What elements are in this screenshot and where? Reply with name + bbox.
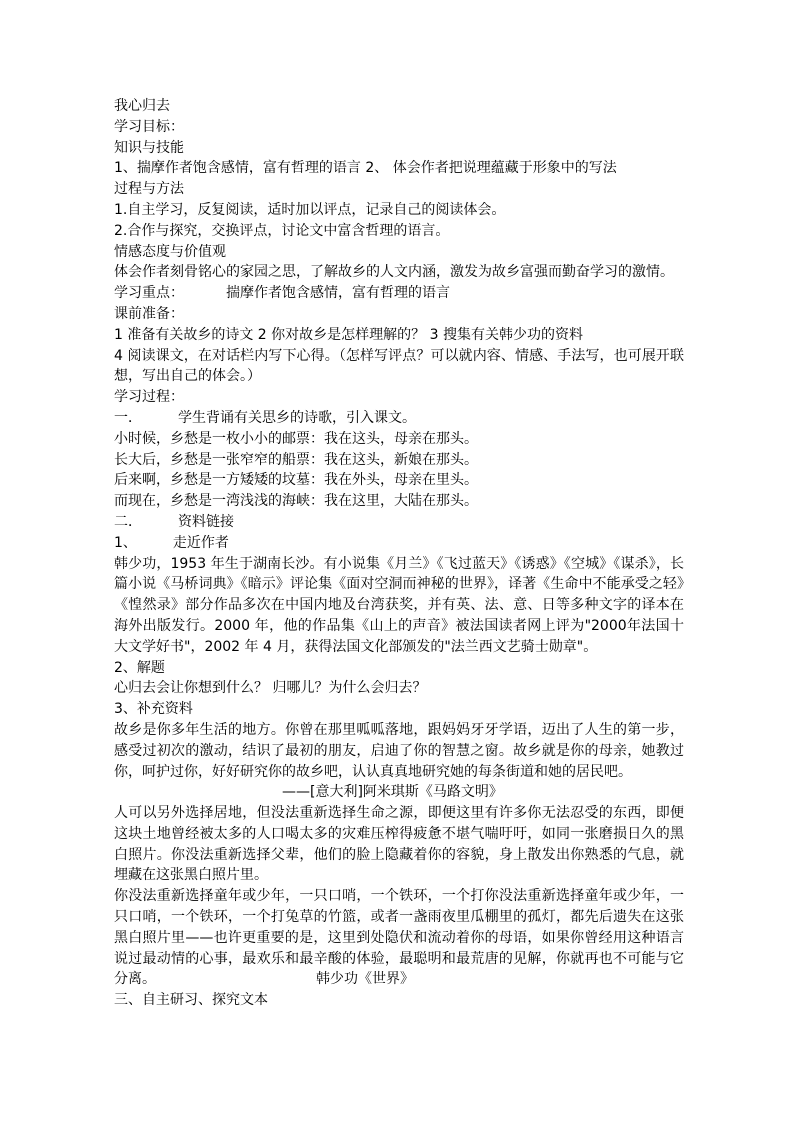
process-steps-heading: 学习过程：: [114, 389, 184, 406]
focus-text: 揣摩作者饱含感情，富有哲理的语言: [226, 285, 450, 302]
prep-heading: 课前准备：: [114, 305, 184, 322]
poem-line-3: 后来啊，乡愁是一方矮矮的坟墓：我在外头，母亲在里头。: [114, 472, 478, 489]
process-heading: 过程与方法: [114, 181, 184, 198]
supplement-1-attribution: ——[意大利]阿米琪斯《马路文明》: [282, 784, 503, 801]
knowledge-heading: 知识与技能: [114, 139, 184, 156]
sub-1-text: 走近作者: [172, 534, 229, 551]
poem-line-4: 而现在，乡愁是一湾浅浅的海峡：我在这里，大陆在那头。: [114, 493, 478, 510]
sub-1-num: 1、: [114, 534, 137, 551]
document-page: [114, 96, 684, 1011]
knowledge-item: 1、揣摩作者饱含感情，富有哲理的语言 2、 体会作者把说理蕴藏于形象中的写法: [114, 160, 617, 177]
sub-3: 3、补充资料: [114, 701, 193, 718]
poem-line-1: 小时候，乡愁是一枚小小的邮票：我在这头，母亲在那头。: [114, 430, 478, 447]
step-1-text: 学生背诵有关思乡的诗歌，引入课文。: [178, 409, 416, 426]
prep-item-2: 4 阅读课文，在对话栏内写下心得。（怎样写评点？可以就内容、情感、手法写，也可展开联想，写出自己的体会。）: [114, 347, 684, 385]
focus-label: 学习重点：: [114, 285, 184, 302]
process-item-2: 2.合作与探究，交换评点，讨论文中富含哲理的语言。: [114, 222, 450, 239]
step-2: [114, 512, 684, 533]
step-1: [114, 408, 684, 429]
step-3: 三、自主研习、探究文本: [114, 992, 268, 1009]
author-bio: 韩少功，1953 年生于湖南长沙。有小说集《月兰》《飞过蓝天》《诱惑》《空城》《谋杀》，长篇小说《马桥词典》《暗示》评论集《面对空洞而神秘的世界》，译著《生命中不能承受之轻》《惶然录》部分作品多次在中国内地及台湾获奖，并有英、法、意、日等多种文字的译本在海外出版发行。2000 年，他的作品集《山上的声音》被法国读者网上评为"2000年法国十大文学好书"，2002 年 4 月，获得法国文化部颁发的"法兰西文艺骑士勋章"。: [114, 555, 684, 655]
step-1-num: 一．: [114, 409, 142, 426]
sub-1: [114, 533, 684, 554]
supplement-1: 故乡是你多年生活的地方。你曾在那里呱呱落地，跟妈妈牙牙学语，迈出了人生的第一步，感受过初次的激动，结识了最初的朋友，启迪了你的智慧之窗。故乡就是你的母亲，她教过你，呵护过你，好好研究你的故乡吧，认认真真地研究她的每条街道和她的居民吧。: [114, 721, 684, 780]
emotion-item: 体会作者刻骨铭心的家园之思，了解故乡的人文内涵，激发为故乡富强而勤奋学习的激情。: [114, 264, 674, 281]
step-2-num: 二．: [114, 513, 142, 530]
objectives-heading: 学习目标：: [114, 118, 184, 135]
supplement-2: 人可以另外选择居地，但没法重新选择生命之源，即便这里有许多你无法忍受的东西，即便这块土地曾经被太多的人口喝太多的灾难压榨得疲惫不堪气喘吁吁，如同一张磨损日久的黑白照片。你没法重新选择父辈，他们的脸上隐藏着你的容貌，身上散发出你熟悉的气息，就埋藏在这张黑白照片里。: [114, 805, 684, 884]
sub-2: 2、解题: [114, 659, 165, 676]
focus-line: [114, 283, 684, 304]
emotion-heading: 情感态度与价值观: [114, 243, 226, 260]
prep-item-1: 1 准备有关故乡的诗文 2 你对故乡是怎样理解的？ 3 搜集有关韩少功的资料: [114, 326, 583, 343]
poem-line-2: 长大后，乡愁是一张窄窄的船票：我在这头，新娘在那头。: [114, 451, 478, 468]
doc-title: 我心归去: [114, 98, 170, 114]
supplement-3-text: 你没法重新选择童年或少年，一只口哨，一个铁环，一个打你没法重新选择童年或少年，一只口哨，一个铁环，一个打兔草的竹篮，或者一盏雨夜里瓜棚里的孤灯，都先后遗失在这张黑白照片里——也许更重要的是，这里到处隐伏和流动着你的母语，如果你曾经用这种语言说过最动情的心事，最欢乐和最辛酸的体验，最聪明和最荒唐的见解，你就再也不可能与它分离。: [114, 888, 684, 988]
step-2-text: 资料链接: [178, 513, 234, 530]
supplement-3-attribution: 韩少功《世界》: [316, 971, 414, 988]
process-item-1: 1.自主学习，反复阅读，适时加以评点，记录自己的阅读体会。: [114, 201, 506, 218]
supplement-3: [114, 886, 684, 990]
sub-2-question: 心归去会让你想到什么？ 归哪儿？为什么会归去？: [114, 680, 427, 697]
